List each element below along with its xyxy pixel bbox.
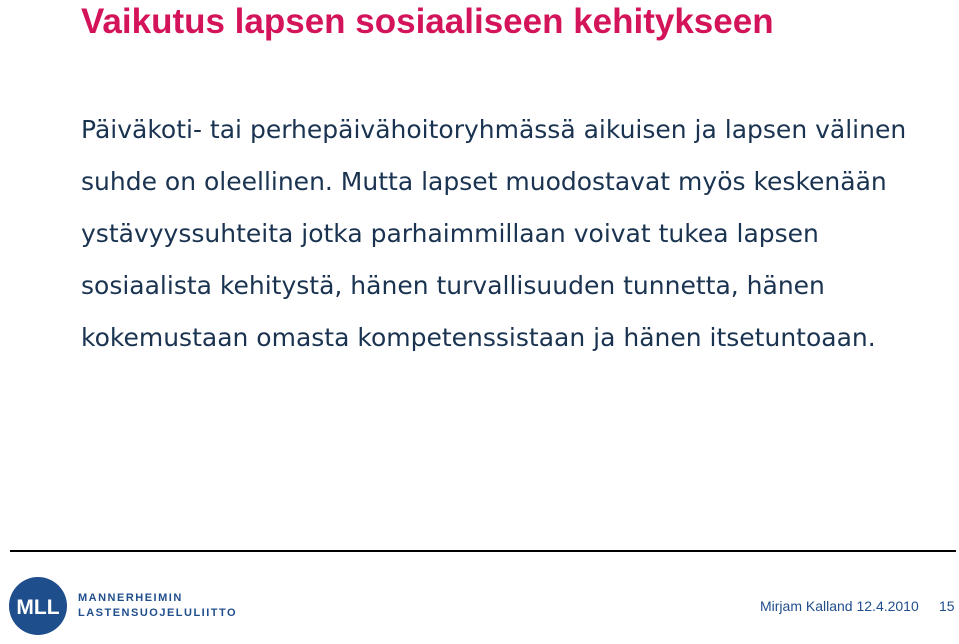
page-number: 15 (939, 598, 955, 614)
logo-mark-text: MLL (16, 596, 60, 619)
footer-divider (10, 550, 956, 552)
mll-logo-mark (8, 576, 68, 636)
slide-title: Vaikutus lapsen sosiaaliseen kehitykseen (81, 2, 774, 41)
footer-author-date: Mirjam Kalland 12.4.2010 (760, 598, 919, 614)
mll-logo (8, 574, 237, 638)
slide-body-text: Päiväkoti- tai perhepäivähoitoryhmässä aikuisen ja lapsen välinen suhde on oleellinen. Mutta lapset muodostavat myös keskenään ystävyyssuhteita jotka parhaimmillaan voivat tukea lapsen sosiaalista kehitystä, hänen turvallisuuden tunnetta, hänen kokemustaan omasta kompetenssistaan ja hänen itsetuntoaan. (81, 115, 907, 352)
logo-line-2: LASTENSUOJELULIITTO (78, 607, 238, 619)
logo-wordmark (78, 591, 237, 621)
logo-line-1: MANNERHEIMIN (78, 592, 183, 604)
